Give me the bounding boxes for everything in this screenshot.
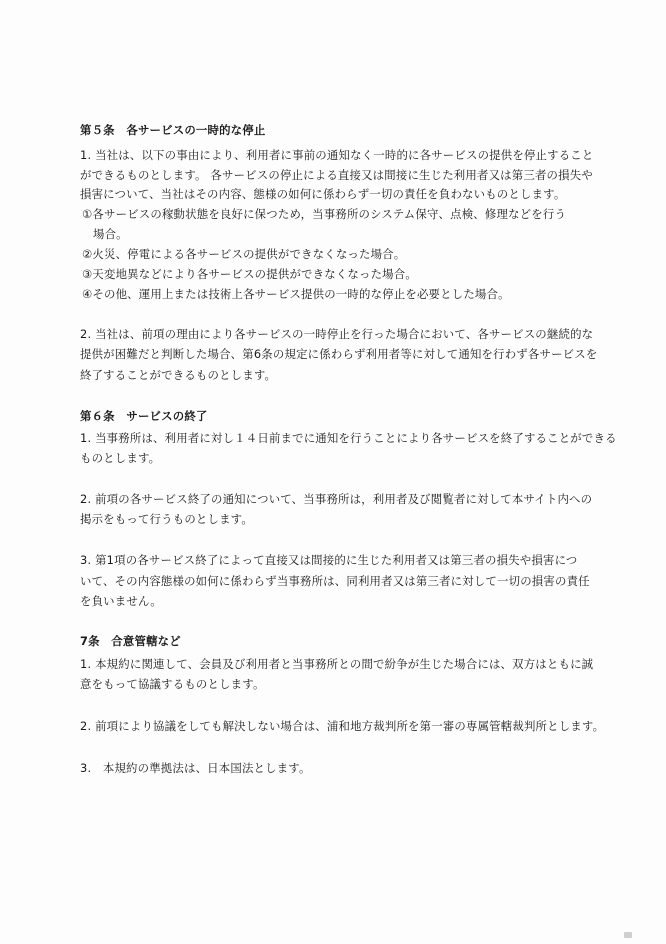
section-6-paragraph-3-line-1: 3. 第1項の各サービス終了によって直接又は間接的に生じた利用者又は第三者の損失や損害につ	[80, 553, 578, 567]
section-5-item-1-line-2: 場合。	[93, 227, 128, 241]
section-7-paragraph-2-line-1: 2. 前項により協議をしても解決しない場合は、浦和地方裁判所を第一審の専属管轄裁判所とします。	[80, 719, 605, 733]
section-6-heading: 第６条 サービスの終了	[80, 409, 208, 423]
section-6-paragraph-3-line-2: いて、その内容態様の如何に係わらず当事務所は、同利用者又は第三者に対して一切の損害の責任	[80, 574, 590, 588]
section-6-paragraph-3-line-3: を負いません。	[80, 594, 162, 608]
section-5-item-2: ②火災、停電による各サービスの提供ができなくなった場合。	[82, 247, 406, 261]
section-5-heading: 第５条 各サービスの一時的な停止	[80, 123, 266, 137]
section-5-item-4: ④その他、運用上または技術上各サービス提供の一時的な停止を必要とした場合。	[82, 287, 510, 301]
section-5-paragraph-2-line-3: 終了することができるものとします。	[80, 368, 277, 382]
scan-artifact-mark	[624, 932, 632, 938]
section-5-paragraph-2-line-2: 提供が困難だと判断した場合、第6条の規定に係わらず利用者等に対して通知を行わず各サービスを	[80, 347, 598, 361]
section-6-paragraph-1-line-1: 1. 当事務所は、利用者に対し１４日前までに通知を行うことにより各サービスを終了することができる	[80, 431, 617, 445]
section-6-paragraph-1-line-2: ものとします。	[80, 451, 161, 465]
section-5-paragraph-1-line-2: ができるものとします。 各サービスの停止による直接又は間接に生じた利用者又は第三者の損失や	[80, 168, 593, 182]
section-7-heading: 7条 合意管轄など	[80, 634, 181, 648]
section-7-paragraph-1-line-2: 意をもって協議するものとします。	[80, 677, 265, 691]
section-7-paragraph-1-line-1: 1. 本規約に関連して、会員及び利用者と当事務所との間で紛争が生じた場合には、双方はともに誠	[80, 657, 594, 671]
section-5-item-3: ③天変地異などにより各サービスの提供ができなくなった場合。	[82, 267, 417, 281]
section-5-paragraph-1-line-3: 損害について、当社はその内容、態様の如何に係わらず一切の責任を負わないものとします。	[80, 187, 566, 201]
section-6-paragraph-2-line-2: 掲示をもって行うものとします。	[80, 512, 253, 526]
section-7-paragraph-3-line-1: 3. 本規約の準拠法は、日本国法とします。	[80, 761, 311, 775]
section-5-paragraph-1-line-1: 1. 当社は、以下の事由により、利用者に事前の通知なく一時的に各サービスの提供を停止すること	[80, 148, 594, 162]
section-5-item-1-line-1: ①各サービスの稼動状態を良好に保つため，当事務所のシステム保守、点検、修理などを行う	[82, 207, 567, 221]
section-6-paragraph-2-line-1: 2. 前項の各サービス終了の通知について、当事務所は，利用者及び閲覧者に対して本サイト内への	[80, 492, 593, 506]
section-5-paragraph-2-line-1: 2. 当社は、前項の理由により各サービスの一時停止を行った場合において、各サービスの継続的な	[80, 327, 594, 341]
